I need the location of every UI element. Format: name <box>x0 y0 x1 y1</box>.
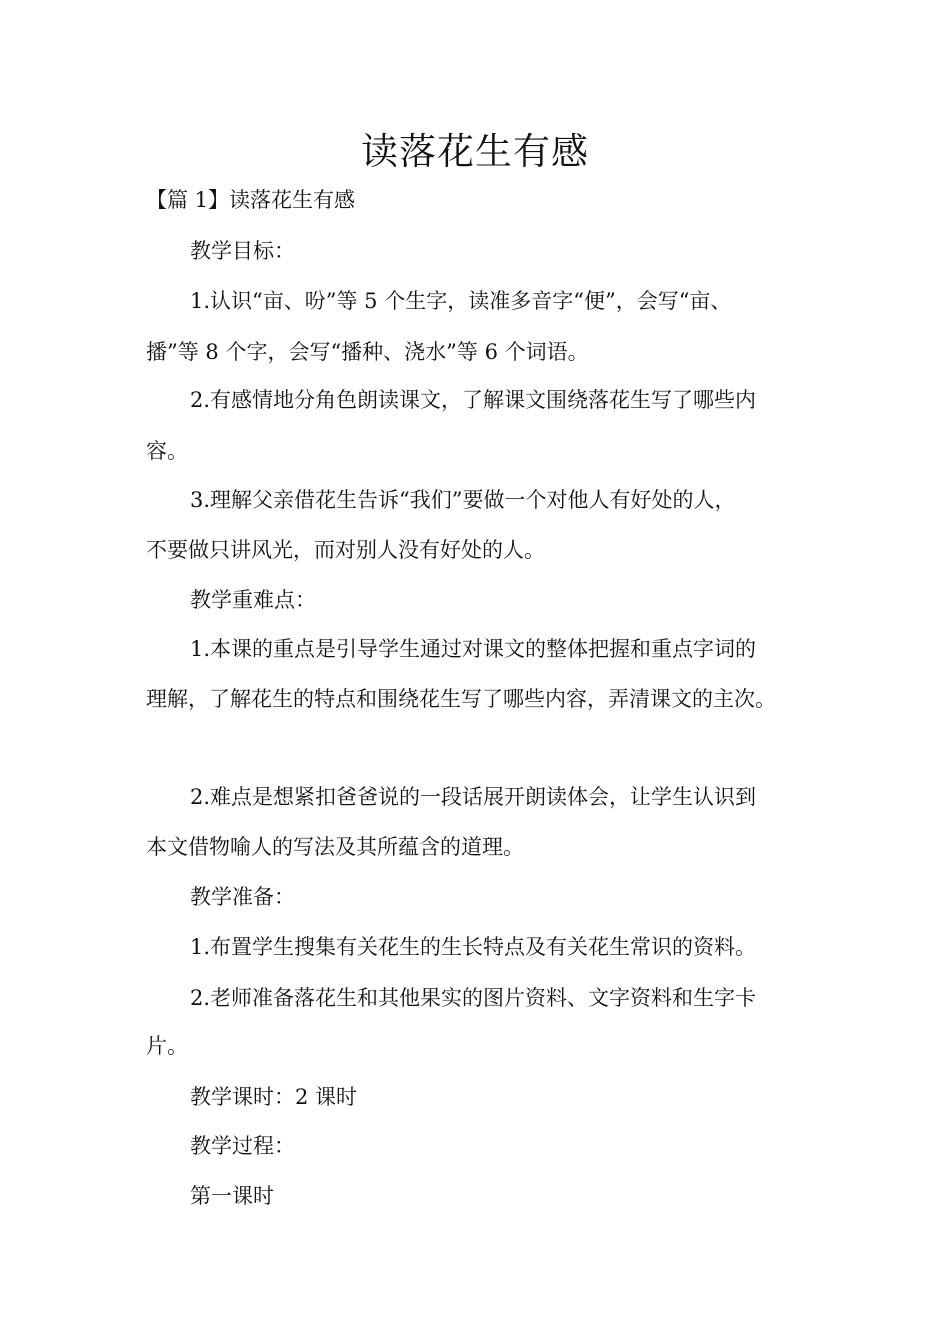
paragraph-line: 2.难点是想紧扣爸爸说的一段话展开朗读体会，让学生认识到 <box>190 785 757 809</box>
paragraph-line: 1.认识“亩、吩”等 5 个生字，读准多音字“便”，会写“亩、 <box>190 289 732 313</box>
paragraph-line: 教学重难点： <box>190 588 316 612</box>
paragraph-line: 本文借物喻人的写法及其所蕴含的道理。 <box>146 835 524 859</box>
document-title: 读落花生有感 <box>361 130 589 173</box>
paragraph-line: 容。 <box>146 439 188 463</box>
paragraph-line: 教学过程： <box>190 1134 295 1158</box>
paragraph-line: 1.布置学生搜集有关花生的生长特点及有关花生常识的资料。 <box>190 935 757 959</box>
paragraph-line: 3.理解父亲借花生告诉“我们”要做一个对他人有好处的人， <box>190 488 736 512</box>
paragraph-line: 理解，了解花生的特点和围绕花生写了哪些内容，弄清课文的主次。 <box>146 687 776 711</box>
section-heading: 【篇 1】读落花生有感 <box>146 188 356 212</box>
paragraph-line: 2.有感情地分角色朗读课文，了解课文围绕落花生写了哪些内 <box>190 388 757 412</box>
paragraph-line: 片。 <box>146 1034 188 1058</box>
paragraph-line: 播”等 8 个字，会写“播种、浇水”等 6 个词语。 <box>146 340 589 364</box>
paragraph-line: 1.本课的重点是引导学生通过对课文的整体把握和重点字词的 <box>190 637 757 661</box>
paragraph-line: 第一课时 <box>190 1184 274 1208</box>
paragraph-line: 教学准备： <box>190 885 295 909</box>
paragraph-line: 不要做只讲风光，而对别人没有好处的人。 <box>146 538 545 562</box>
paragraph-line: 教学目标： <box>190 239 295 263</box>
paragraph-line: 教学课时：2 课时 <box>190 1085 358 1109</box>
paragraph-line: 2.老师准备落花生和其他果实的图片资料、文字资料和生字卡 <box>190 986 757 1010</box>
